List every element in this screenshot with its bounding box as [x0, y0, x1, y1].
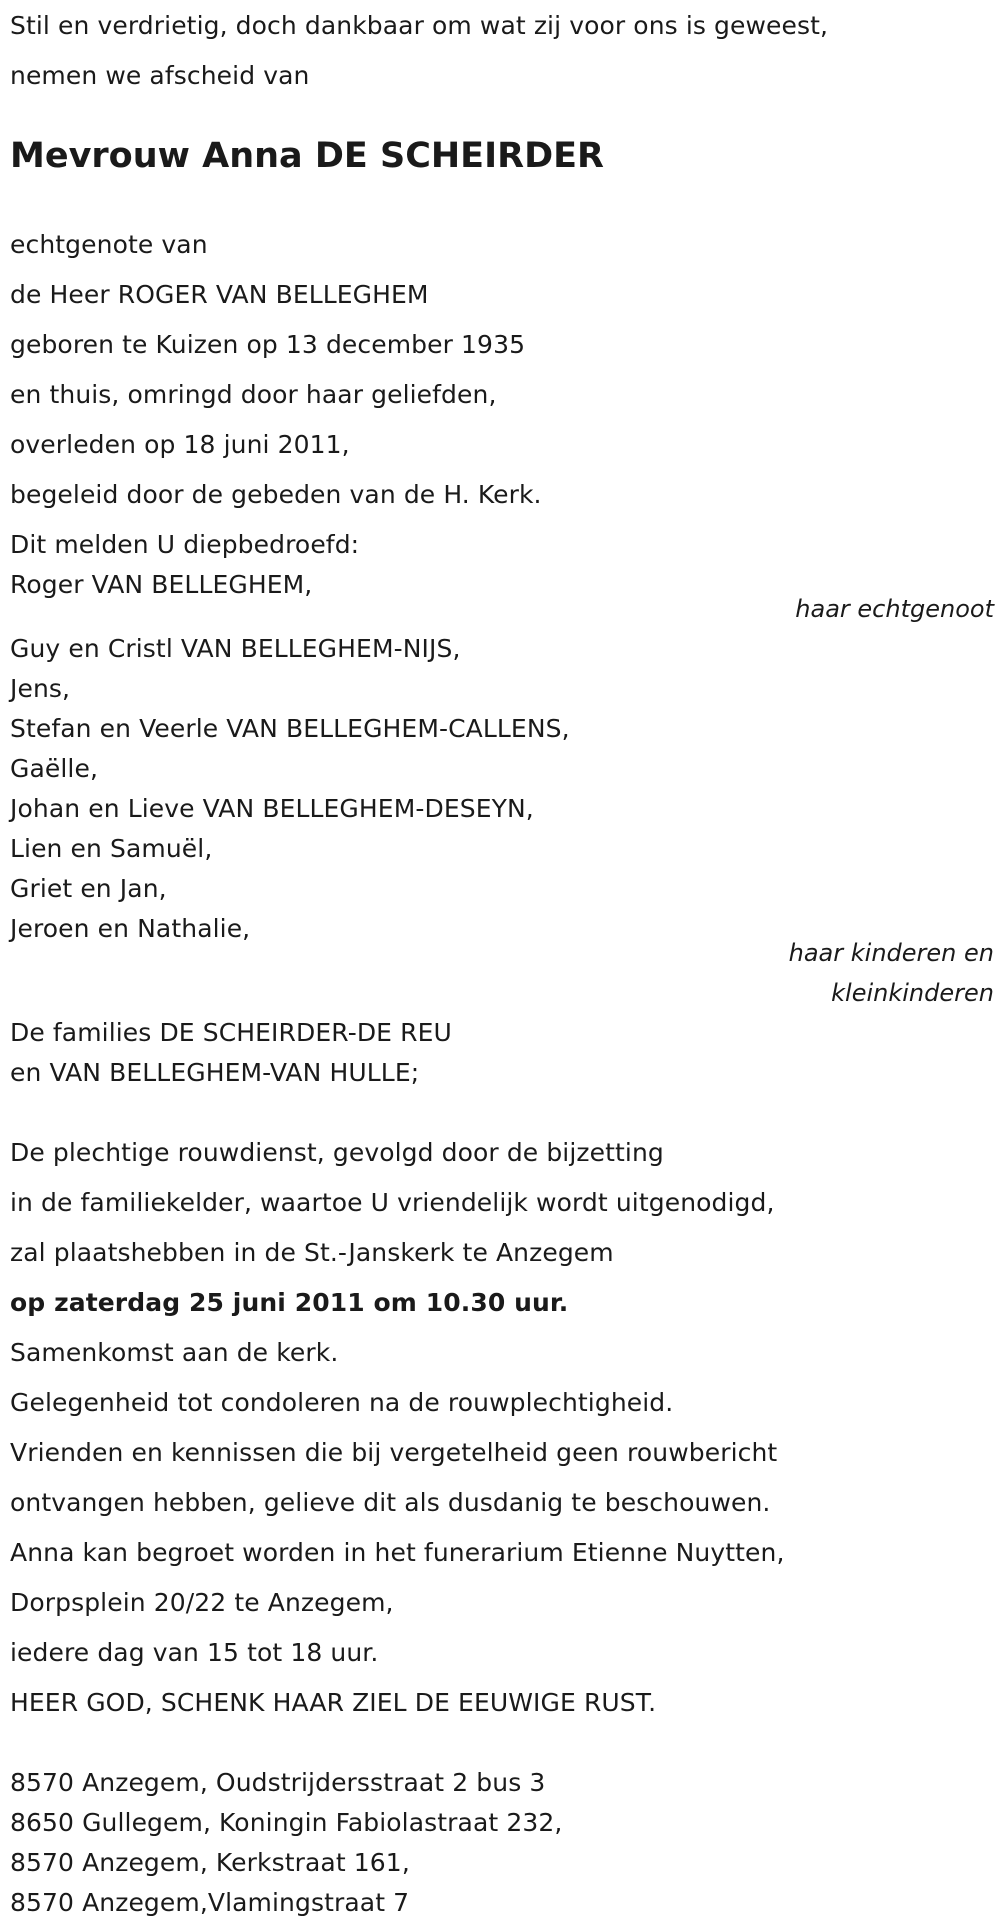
detail-line: Samenkomst aan de kerk.: [10, 1338, 339, 1367]
bio-line: geboren te Kuizen op 13 december 1935: [10, 330, 526, 359]
intro-line: nemen we afscheid van: [10, 61, 310, 90]
children-role: haar kinderen en: [788, 939, 994, 967]
address-line: 8570 Anzegem, Oudstrijdersstraat 2 bus 3: [10, 1768, 546, 1797]
address-line: 8570 Anzegem, Kerkstraat 161,: [10, 1848, 410, 1877]
address-line: 8570 Anzegem,Vlamingstraat 7: [10, 1888, 410, 1917]
child-line: Johan en Lieve VAN BELLEGHEM-DESEYN,: [10, 794, 534, 823]
bio-line: echtgenote van: [10, 230, 208, 259]
detail-line: Dorpsplein 20/22 te Anzegem,: [10, 1588, 394, 1617]
detail-line: Vrienden en kennissen die bij vergetelheid geen rouwbericht: [10, 1438, 778, 1467]
service-line: in de familiekelder, waartoe U vriendelijk wordt uitgenodigd,: [10, 1188, 775, 1217]
detail-line: Anna kan begroet worden in het funerarium Etienne Nuytten,: [10, 1538, 785, 1567]
children-role: kleinkinderen: [831, 979, 994, 1007]
detail-line: iedere dag van 15 tot 18 uur.: [10, 1638, 379, 1667]
spouse-name: Roger VAN BELLEGHEM,: [10, 570, 313, 599]
child-line: Gaëlle,: [10, 754, 98, 783]
announce-line: Dit melden U diepbedroefd:: [10, 530, 360, 559]
families-line: en VAN BELLEGHEM-VAN HULLE;: [10, 1058, 420, 1087]
spouse-role: haar echtgenoot: [795, 595, 994, 623]
child-line: Stefan en Veerle VAN BELLEGHEM-CALLENS,: [10, 714, 570, 743]
service-line: zal plaatshebben in de St.-Janskerk te Anzegem: [10, 1238, 614, 1267]
detail-line: ontvangen hebben, gelieve dit als dusdanig te beschouwen.: [10, 1488, 771, 1517]
bio-line: begeleid door de gebeden van de H. Kerk.: [10, 480, 542, 509]
child-line: Griet en Jan,: [10, 874, 167, 903]
address-line: 8650 Gullegem, Koningin Fabiolastraat 232,: [10, 1808, 563, 1837]
deceased-name: Mevrouw Anna DE SCHEIRDER: [10, 136, 604, 176]
intro-line: Stil en verdrietig, doch dankbaar om wat zij voor ons is geweest,: [10, 11, 829, 40]
child-line: Jeroen en Nathalie,: [10, 914, 251, 943]
bio-line: de Heer ROGER VAN BELLEGHEM: [10, 280, 429, 309]
bio-line: overleden op 18 juni 2011,: [10, 430, 350, 459]
child-line: Jens,: [10, 674, 71, 703]
child-line: Guy en Cristl VAN BELLEGHEM-NIJS,: [10, 634, 461, 663]
bio-line: en thuis, omringd door haar geliefden,: [10, 380, 497, 409]
families-line: De families DE SCHEIRDER-DE REU: [10, 1018, 452, 1047]
child-line: Lien en Samuël,: [10, 834, 213, 863]
service-date: op zaterdag 25 juni 2011 om 10.30 uur.: [10, 1288, 569, 1317]
service-line: De plechtige rouwdienst, gevolgd door de bijzetting: [10, 1138, 664, 1167]
detail-line: Gelegenheid tot condoleren na de rouwplechtigheid.: [10, 1388, 674, 1417]
closing-prayer: HEER GOD, SCHENK HAAR ZIEL DE EEUWIGE RUST.: [10, 1688, 657, 1717]
